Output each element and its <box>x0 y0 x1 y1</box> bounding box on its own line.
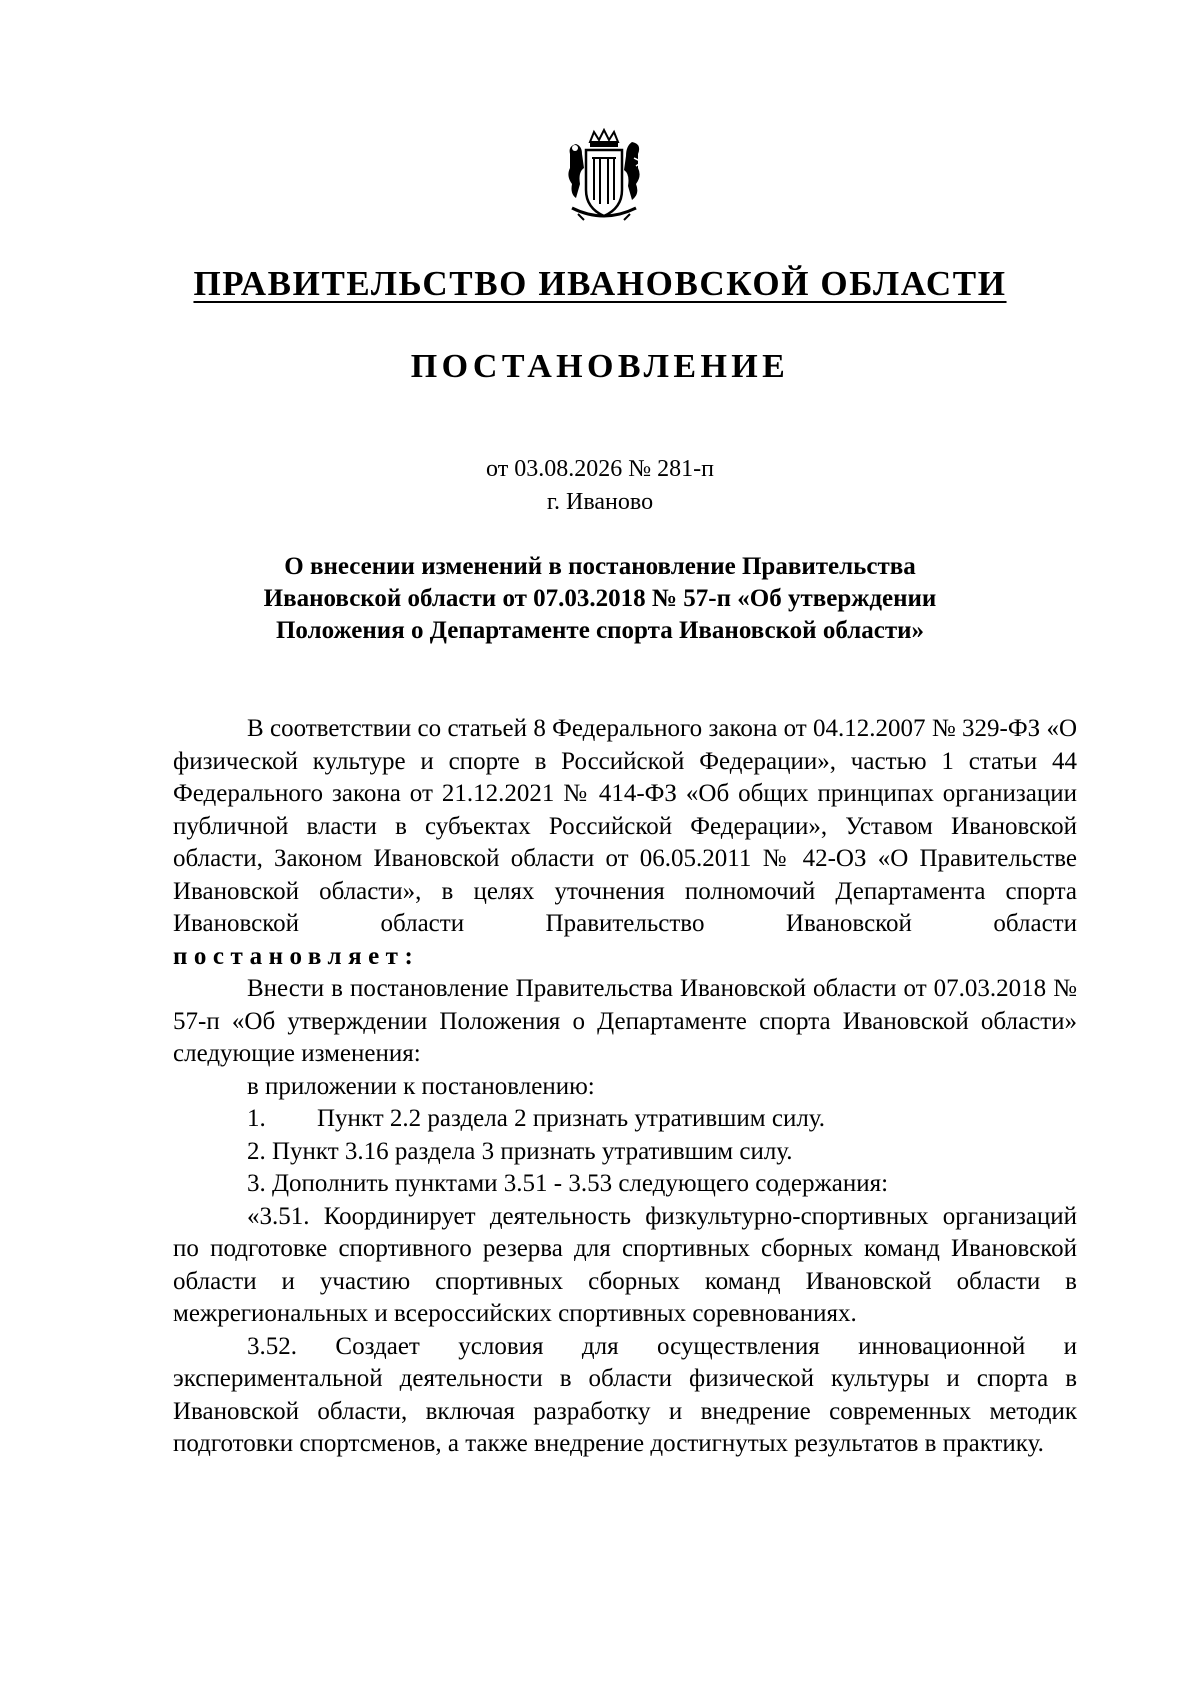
appendix-paragraph: в приложении к постановлению: <box>247 1072 595 1100</box>
coat-of-arms-emblem <box>564 128 644 226</box>
clause-3-52-paragraph: 3.52. Создает условия для осуществления инновационной и экспериментальной деятельности в области физической культуры и спорта в Ивановской области, включая разработку и внедрение современных методик подготовки спортсменов, а также внедрение достигнутых результатов в практику. <box>173 1332 1077 1457</box>
document-city: г. Иваново <box>546 489 654 515</box>
subject-line: Положения о Департаменте спорта Ивановской области» <box>275 617 925 644</box>
item-1-number: 1. <box>247 1105 266 1132</box>
decree-word: постановляет: <box>173 942 420 970</box>
subject-line: Ивановской области от 07.03.2018 № 57-п «Об утверждении <box>263 585 937 612</box>
document-subject <box>200 551 1000 647</box>
document-type: ПОСТАНОВЛЕНИЕ <box>410 348 790 385</box>
document-body <box>173 713 1077 1461</box>
preamble-paragraph: В соответствии со статьей 8 Федерального закона от 04.12.2007 № 329-ФЗ «О физической культуре и спорте в Российской Федерации», частью 1 статьи 44 Федерального закона от 21.12.2021 № 414-ФЗ «Об общих принципах организации публичной власти в субъектах Российской Федерации», Уставом Ивановской области, Законом Ивановской области от 06.05.2011 № 42-ОЗ «О Правительстве Ивановской области», в целях уточнения полномочий Департамента спорта Ивановской области Правительство Ивановской области <box>173 715 1077 937</box>
item-1-text: Пункт 2.2 раздела 2 признать утратившим силу. <box>317 1105 826 1132</box>
item-2-paragraph: 2. Пункт 3.16 раздела 3 признать утратившим силу. <box>247 1137 793 1165</box>
clause-3-51-paragraph: «3.51. Координирует деятельность физкультурно-спортивных организаций по подготовке спортивного резерва для спортивных сборных команд Ивановской области и участию спортивных сборных команд Ивановской области в межрегиональных и всероссийских спортивных соревнованиях. <box>173 1202 1077 1327</box>
decree-paragraph <box>173 941 1077 974</box>
intro-paragraph: Внести в постановление Правительства Ивановской области от 07.03.2018 № 57-п «Об утверждении Положения о Департаменте спорта Ивановской области» следующие изменения: <box>173 975 1077 1067</box>
item-3-paragraph: 3. Дополнить пунктами 3.51 - 3.53 следующего содержания: <box>247 1170 889 1197</box>
document-date-number: от 03.08.2026 № 281-п <box>486 456 714 482</box>
government-title: ПРАВИТЕЛЬСТВО ИВАНОВСКОЙ ОБЛАСТИ <box>193 264 1007 303</box>
subject-line: О внесении изменений в постановление Правительства <box>284 553 916 580</box>
item-1-paragraph <box>173 1103 1077 1136</box>
